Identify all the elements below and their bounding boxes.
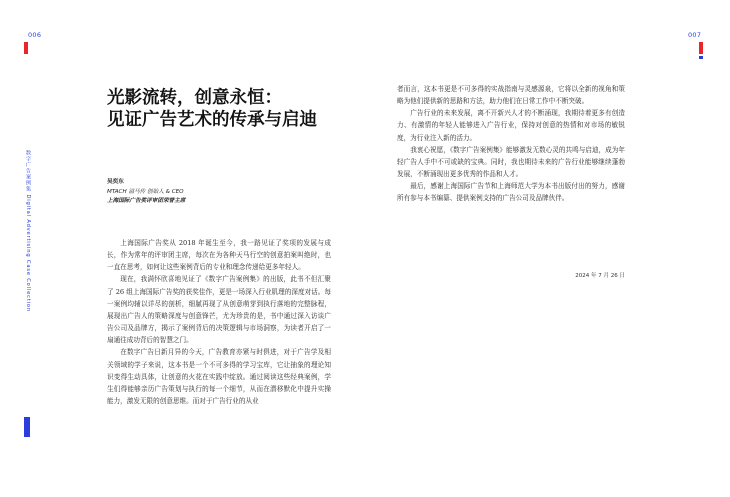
author-block (107, 178, 307, 207)
red-accent-bar-left (24, 42, 28, 54)
body-column-right (397, 83, 625, 205)
paragraph: 广告行业的未来发展，离不开新兴人才的不断涌现，我期待着更多有创造力、有激情的年轻人能够进入广告行业，保持对创意的热情和对市场的敏锐度，为行业注入新的活力。 (397, 109, 625, 142)
author-name: 吴奕东 (107, 179, 124, 185)
body-column-left (107, 237, 331, 407)
signature-date: 2024 年 7 月 26 日 (575, 273, 625, 279)
blue-accent-bar-bottom-left (24, 417, 30, 437)
blue-accent-dot-right (699, 56, 703, 59)
page-title (107, 87, 337, 131)
paragraph: 者而言，这本书更是不可多得的实战指南与灵感源泉，它将以全新的视角和策略为他们提供新的思路和方法，助力他们在日常工作中不断突破。 (397, 85, 625, 106)
title-line-1: 光影流转，创意永恒： (107, 88, 282, 108)
paragraph: 现在，我满怀欣喜地见证了《数字广告案例集》的出版，此书不但汇聚了 26 组上海国际广告奖的获奖佳作，更是一场深入行业肌理的深度对话。每一案例均辅以详尽的剖析，细腻再现了从创意萌芽到执行落地的完整脉程，展现出广告人的策略深度与创意锋芒，尤为珍贵的是，书中通过深入访谈广告公司及品牌方，揭示了案例背后的决策逻辑与市场洞察，为读者开启了一扇通往成功背后的智慧之门。 (107, 275, 331, 345)
author-role: MTACH 溢马传 创始人 & CEO (107, 188, 184, 195)
author-organization: 上海国际广告奖评审团荣誉主席 (107, 198, 186, 204)
vertical-book-label: 数字广告案例集 Digital Advertising Case Collection (25, 150, 31, 312)
paragraph: 在数字广告日新月异的今天，广告教育亦紧与时俱进，对于广告学及相关领域的学子来说，这本书是一个不可多得的学习宝库，它让抽象的理论知识变得生动具体，让创意的火花在实践中绽放。通过阅读这些经典案例，学生们得能够亲历广告策划与执行的每一个细节，从而在潜移默化中提升实操能力，激发无限的创意思维。而对于广告行业的从业 (107, 348, 331, 406)
paragraph: 最后，感谢上海国际广告节和上海师范大学为本书出版付出的努力，感谢所有参与本书编纂、提供案例支持的广告公司及品牌伙伴。 (397, 182, 625, 203)
red-accent-bar-right (699, 42, 703, 54)
paragraph: 我衷心祝愿，《数字广告案例集》能够激发无数心灵的共鸣与启迪，成为年轻广告人手中不可或缺的宝典。同时，我也期待未来的广告行业能够继续蓬勃发展，不断涌现出更多优秀的作品和人才。 (397, 145, 625, 179)
page-number-left: 006 (28, 31, 42, 39)
paragraph: 上海国际广告奖从 2018 年诞生至今，我一路见证了奖项的发展与成长，作为常年的评审团主席，每次在为各种天马行空的创意拍案叫绝时，也一直在思考，如何让这些案例背后的专业和理念传递给更多年轻人。 (107, 239, 331, 272)
page-number-right: 007 (688, 31, 702, 39)
title-line-2: 见证广告艺术的传承与启迪 (107, 110, 317, 130)
